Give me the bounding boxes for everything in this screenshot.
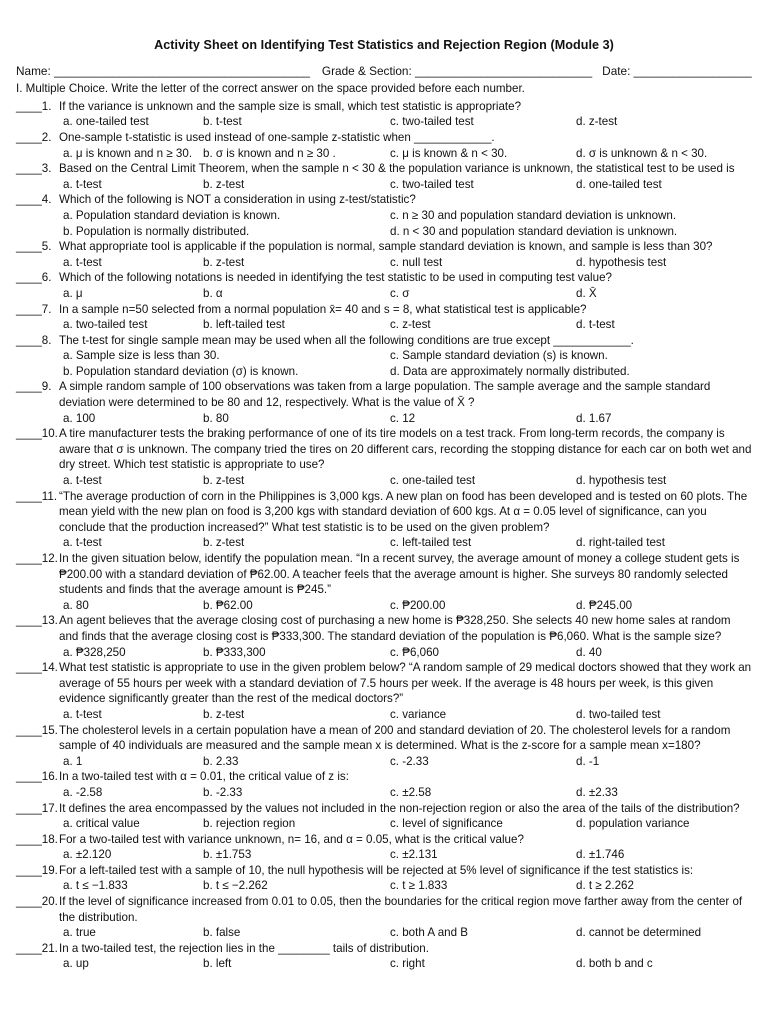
choice-option: d. -1	[576, 754, 600, 768]
choice-option: d. ₱245.00	[576, 598, 633, 612]
choice-option: c. left-tailed test	[390, 536, 472, 550]
question-stem: A tire manufacturer tests the braking performance of one of its tire models on a test track. From long-term records, the company is aware that σ is unknown. The company tried the tires on 20 different cars, recording the stopping distance for each car on both wet and dry street. Which test statistic is appropriate to use?	[59, 427, 752, 472]
choice-option: c. ±2.58	[390, 785, 432, 799]
answer-blank[interactable]: ____12.	[16, 552, 62, 565]
question-item	[16, 660, 752, 707]
answer-blank[interactable]: ____2.	[16, 130, 55, 144]
question-item	[16, 270, 752, 286]
instructions: I. Multiple Choice. Write the letter of the correct answer on the space provided before each number.	[16, 82, 525, 96]
question-item	[16, 333, 752, 349]
choice-row	[16, 208, 752, 224]
question-stem: For a two-tailed test with variance unknown, n= 16, and α = 0.05, what is the critical value?	[59, 832, 524, 846]
question-item	[16, 894, 752, 925]
question-item	[16, 551, 752, 598]
question-stem: The t-test for single sample mean may be used when all the following conditions are true except ____________.	[59, 333, 634, 347]
choice-row	[16, 925, 752, 941]
answer-blank[interactable]: ____16.	[16, 770, 62, 784]
choice-option: b. left	[203, 957, 232, 971]
choice-option: a. t ≤ −1.833	[63, 879, 128, 893]
date-field[interactable]: Date: __________________	[602, 63, 752, 78]
choice-option: a. 80	[63, 598, 89, 612]
choice-option: d. hypothesis test	[576, 474, 667, 488]
question-stem: The cholesterol levels in a certain population have a mean of 200 and standard deviation of 20. The cholesterol levels for a random sample of 40 individuals are measured and the sample mean x is determined. What is the z-score for a sample mean x=180?	[59, 723, 731, 753]
question-stem: Based on the Central Limit Theorem, when the sample n < 30 & the population variance is unknown, the statistical test to be used is	[59, 162, 735, 176]
choice-option: d. 40	[576, 645, 602, 659]
choice-option: d. ±1.746	[576, 848, 625, 862]
choice-option: a. 100	[63, 411, 96, 425]
choice-option: b. ₱333,300	[203, 645, 266, 659]
choice-option: c. z-test	[390, 318, 431, 332]
choice-option: c. ₱6,060	[390, 645, 439, 659]
choice-option: b. Population standard deviation (σ) is known.	[63, 364, 299, 378]
question-stem: It defines the area encompassed by the values not included in the non-rejection region or also the area of the tails of the distribution?	[59, 801, 740, 815]
choice-option: c. right	[390, 957, 425, 971]
choice-option: a. one-tailed test	[63, 115, 149, 129]
answer-blank[interactable]: ____11.	[16, 489, 61, 503]
choice-option: a. μ	[63, 286, 83, 300]
question-item	[16, 863, 752, 879]
question-stem: One-sample t-statistic is used instead of one-sample z-statistic when ____________.	[59, 130, 495, 144]
choice-option: d. two-tailed test	[576, 707, 661, 721]
choice-option: c. variance	[390, 707, 447, 721]
question-stem: Which of the following is NOT a consideration in using z-test/statistic?	[59, 193, 416, 207]
choice-option: b. z-test	[203, 177, 245, 191]
answer-blank[interactable]: ____4.	[16, 193, 55, 207]
choice-option: d. X̄	[576, 286, 597, 300]
choice-option: d. t ≥ 2.262	[576, 879, 634, 893]
choice-option: c. -2.33	[390, 754, 429, 768]
answer-blank[interactable]: ____10.	[16, 427, 62, 441]
answer-blank[interactable]: ____5.	[16, 240, 55, 254]
choice-option: d. z-test	[576, 115, 618, 129]
choice-option: a. t-test	[63, 255, 102, 269]
question-list	[16, 99, 752, 972]
choice-option: c. t ≥ 1.833	[390, 879, 448, 893]
choice-row	[16, 535, 752, 551]
choice-option: b. 80	[203, 411, 229, 425]
choice-option: a. -2.58	[63, 785, 103, 799]
question-item	[16, 239, 752, 255]
choice-option: c. σ	[390, 286, 410, 300]
choice-option: a. 1	[63, 754, 83, 768]
answer-blank[interactable]: ____7.	[16, 302, 55, 316]
choice-row	[16, 411, 752, 427]
grade-section-field[interactable]: Grade & Section: ___________________________	[321, 63, 593, 78]
answer-blank[interactable]: ____3.	[16, 162, 55, 176]
choice-option: b. z-test	[203, 255, 245, 269]
choice-row	[16, 146, 752, 162]
choice-option: b. z-test	[203, 474, 245, 488]
choice-option: c. ±2.131	[390, 848, 438, 862]
name-field[interactable]: Name: _______________________________________	[16, 63, 310, 78]
choice-option: b. σ is known and n ≥ 30 .	[203, 146, 336, 160]
answer-blank[interactable]: ____14.	[16, 661, 62, 675]
question-stem: In the given situation below, identify the population mean. “In a recent survey, the average amount of money a college student gets is ₱200.00 with a standard deviation of ₱62.00. A teacher feels that the average amount is higher. She surveys 80 randomly selected students and finds that the average amount is ₱245.”	[59, 552, 740, 597]
choice-option: d. 1.67	[576, 411, 612, 425]
question-item	[16, 489, 752, 536]
choice-option: a. Population standard deviation is known.	[63, 208, 281, 222]
choice-row	[16, 754, 752, 770]
answer-blank[interactable]: ____20.	[16, 895, 62, 909]
choice-option: a. two-tailed test	[63, 318, 148, 332]
question-stem: What appropriate tool is applicable if the population is normal, sample standard deviation is known, and sample is less than 30?	[59, 240, 713, 254]
choice-option: c. two-tailed test	[390, 177, 474, 191]
choice-option: a. t-test	[63, 536, 102, 550]
page-title: Activity Sheet on Identifying Test Statistics and Rejection Region (Module 3)	[154, 38, 614, 52]
question-stem: If the level of significance increased from 0.01 to 0.05, then the boundaries for the critical region move farther away from the center of the distribution.	[59, 895, 743, 924]
choice-option: a. μ is known and n ≥ 30.	[63, 146, 193, 160]
choice-row	[16, 114, 752, 130]
answer-blank[interactable]: ____19.	[16, 863, 62, 877]
question-item	[16, 832, 752, 848]
question-item	[16, 161, 752, 177]
choice-option: a. t-test	[63, 474, 102, 488]
choice-option: b. z-test	[203, 707, 245, 721]
answer-blank[interactable]: ____6.	[16, 271, 55, 285]
choice-option: b. 2.33	[203, 754, 239, 768]
question-stem: A simple random sample of 100 observations was taken from a large population. The sample average and the sample standard deviation were determined to be 80 and 12, respectively. What is the value of X̄ ?	[59, 380, 711, 410]
choice-option: a. t-test	[63, 177, 102, 191]
choice-row	[16, 317, 752, 333]
choice-option: d. both b and c	[576, 957, 653, 971]
question-item	[16, 723, 752, 754]
choice-option: b. ±1.753	[203, 848, 252, 862]
choice-option: a. true	[63, 926, 96, 940]
question-stem: An agent believes that the average closing cost of purchasing a new home is ₱328,250. She selects 40 new home sales at random and finds that the average closing cost is ₱333,300. The standard deviation of the population is ₱6,060. What is the sample size?	[59, 614, 731, 643]
choice-row	[16, 177, 752, 193]
answer-blank[interactable]: ____15.	[16, 723, 62, 737]
choice-row	[16, 956, 752, 972]
choice-option: a. critical value	[63, 817, 140, 831]
choice-option: b. α	[203, 286, 223, 300]
choice-option: a. ±2.120	[63, 848, 112, 862]
choice-option: c. 12	[390, 411, 416, 425]
choice-option: b. false	[203, 926, 241, 940]
choice-option: b. -2.33	[203, 785, 243, 799]
question-item	[16, 99, 752, 115]
choice-option: c. null test	[390, 255, 443, 269]
choice-option: d. Data are approximately normally distributed.	[390, 364, 630, 378]
choice-row	[16, 878, 752, 894]
answer-blank[interactable]: ____8.	[16, 333, 55, 347]
question-item	[16, 426, 752, 473]
question-stem: In a sample n=50 selected from a normal population x̄= 40 and s = 8, what statistical test is applicable?	[59, 302, 587, 316]
answer-blank[interactable]: ____18.	[16, 832, 62, 846]
answer-blank[interactable]: ____21.	[16, 941, 62, 955]
choice-row	[16, 847, 752, 863]
question-stem: Which of the following notations is needed in identifying the test statistic to be used in computing test value?	[59, 271, 612, 285]
answer-blank[interactable]: ____17.	[16, 801, 62, 815]
choice-row	[16, 785, 752, 801]
choice-row	[16, 348, 752, 364]
choice-option: c. Sample standard deviation (s) is known.	[390, 349, 608, 363]
question-stem: “The average production of corn in the Philippines is 3,000 kgs. A new plan on food has been developed and is tested on 60 plots. The mean yield with the new plan on food is 3,200 kgs with standard deviation of 600 kgs. At α = 0.05 level of significance, can you conclude that the production increased?” What test statistic is to be used on the given problem?	[59, 489, 748, 534]
choice-option: a. up	[63, 957, 89, 971]
choice-option: d. population variance	[576, 817, 690, 831]
choice-option: a. t-test	[63, 707, 102, 721]
question-item	[16, 192, 752, 208]
choice-option: b. Population is normally distributed.	[63, 224, 250, 238]
choice-option: b. t-test	[203, 115, 242, 129]
question-stem: In a two-tailed test with α = 0.01, the critical value of z is:	[59, 770, 349, 784]
choice-option: d. t-test	[576, 318, 615, 332]
choice-option: d. hypothesis test	[576, 255, 667, 269]
question-item	[16, 941, 752, 957]
choice-option: c. n ≥ 30 and population standard deviation is unknown.	[390, 208, 677, 222]
choice-option: c. level of significance	[390, 817, 503, 831]
choice-option: d. n < 30 and population standard deviation is unknown.	[390, 224, 678, 238]
choice-option: c. one-tailed test	[390, 474, 476, 488]
choice-option: b. z-test	[203, 536, 245, 550]
question-item	[16, 613, 752, 644]
question-stem: If the variance is unknown and the sample size is small, which test statistic is appropriate?	[59, 99, 522, 113]
choice-option: d. ±2.33	[576, 785, 618, 799]
choice-option: c. both A and B	[390, 926, 468, 940]
question-item	[16, 302, 752, 318]
answer-blank[interactable]: ____1.	[16, 99, 55, 113]
choice-option: a. Sample size is less than 30.	[63, 349, 220, 363]
answer-blank[interactable]: ____9.	[16, 380, 55, 394]
choice-option: b. left-tailed test	[203, 318, 285, 332]
choice-option: d. right-tailed test	[576, 536, 665, 550]
choice-row	[16, 473, 752, 489]
choice-row	[16, 598, 752, 614]
question-item	[16, 801, 752, 817]
question-item	[16, 379, 752, 410]
choice-option: c. ₱200.00	[390, 598, 446, 612]
choice-row	[16, 645, 752, 661]
choice-option: c. two-tailed test	[390, 115, 474, 129]
choice-row	[16, 286, 752, 302]
choice-row	[16, 364, 752, 380]
choice-option: b. rejection region	[203, 817, 296, 831]
answer-blank[interactable]: ____13.	[16, 614, 62, 628]
choice-option: d. σ is unknown & n < 30.	[576, 146, 708, 160]
question-item	[16, 769, 752, 785]
question-stem: What test statistic is appropriate to use in the given problem below? “A random sample of 29 medical doctors showed that they work an average of 55 hours per week with a standard deviation of 7.5 hours per week. If the average is 48 hours per week, is this given evidence significantly greater than the rest of the medical doctors?”	[59, 661, 752, 706]
choice-option: c. μ is known & n < 30.	[390, 146, 508, 160]
choice-row	[16, 707, 752, 723]
choice-row	[16, 255, 752, 271]
choice-option: d. one-tailed test	[576, 177, 662, 191]
question-item	[16, 130, 752, 146]
choice-option: a. ₱328,250	[63, 645, 126, 659]
question-stem: For a left-tailed test with a sample of 10, the null hypothesis will be rejected at 5% level of significance if the test statistics is:	[59, 863, 694, 877]
choice-row	[16, 224, 752, 240]
choice-option: b. t ≤ −2.262	[203, 879, 268, 893]
choice-row	[16, 816, 752, 832]
choice-option: b. ₱62.00	[203, 598, 253, 612]
choice-option: d. cannot be determined	[576, 926, 702, 940]
student-info-line	[16, 64, 752, 80]
question-stem: In a two-tailed test, the rejection lies in the ________ tails of distribution.	[59, 941, 429, 955]
